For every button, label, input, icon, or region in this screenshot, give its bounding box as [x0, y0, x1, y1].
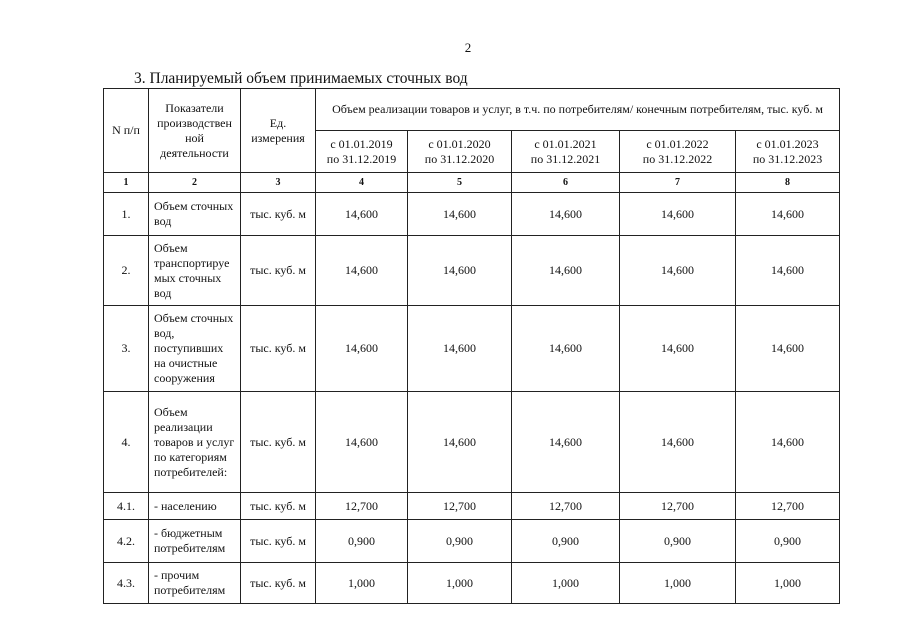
planned-wastewater-table	[103, 88, 840, 604]
period-end: по 31.12.2022	[642, 151, 713, 166]
row-value: 0,900	[408, 520, 512, 563]
row-value: 0,900	[736, 520, 840, 563]
row-value: 14,600	[512, 236, 620, 306]
row-number: 4.1.	[104, 493, 149, 520]
row-value: 14,600	[736, 392, 840, 493]
section-title: 3. Планируемый объем принимаемых сточных вод	[134, 70, 468, 87]
header-period	[736, 131, 840, 173]
row-indicator: Объем сточных вод	[149, 193, 241, 236]
header-period	[408, 131, 512, 173]
period-start: с 01.01.2022	[646, 136, 709, 151]
row-value: 14,600	[408, 306, 512, 392]
row-indicator: Объем транспортируе мых сточных вод	[149, 236, 241, 306]
row-value: 14,600	[620, 392, 736, 493]
row-value: 14,600	[512, 306, 620, 392]
table-row	[104, 563, 840, 604]
row-value: 14,600	[736, 193, 840, 236]
row-value: 14,600	[736, 236, 840, 306]
table-row	[104, 392, 840, 493]
row-value: 1,000	[620, 563, 736, 604]
row-value: 14,600	[512, 392, 620, 493]
period-start: с 01.01.2019	[330, 136, 393, 151]
header-volume-group: Объем реализации товаров и услуг, в т.ч. по потребителям/ конечным потребителям, тыс. куб. м	[316, 89, 840, 131]
row-number: 4.3.	[104, 563, 149, 604]
header-period	[316, 131, 408, 173]
row-number: 4.2.	[104, 520, 149, 563]
column-number: 3	[241, 173, 316, 193]
row-number: 4.	[104, 392, 149, 493]
row-value: 12,700	[512, 493, 620, 520]
row-value: 14,600	[620, 236, 736, 306]
column-number: 7	[620, 173, 736, 193]
column-number: 1	[104, 173, 149, 193]
header-indicator: Показатели производствен ной деятельности	[149, 89, 241, 173]
row-value: 14,600	[408, 392, 512, 493]
row-number: 3.	[104, 306, 149, 392]
period-start: с 01.01.2023	[756, 136, 819, 151]
table-row	[104, 193, 840, 236]
row-value: 12,700	[736, 493, 840, 520]
header-period	[512, 131, 620, 173]
row-unit: тыс. куб. м	[241, 493, 316, 520]
row-unit: тыс. куб. м	[241, 193, 316, 236]
row-value: 14,600	[620, 306, 736, 392]
row-value: 14,600	[408, 193, 512, 236]
row-number: 2.	[104, 236, 149, 306]
row-value: 0,900	[316, 520, 408, 563]
page-number: 2	[464, 40, 472, 55]
period-start: с 01.01.2021	[534, 136, 597, 151]
row-unit: тыс. куб. м	[241, 392, 316, 493]
header-period	[620, 131, 736, 173]
table-row	[104, 306, 840, 392]
column-number: 8	[736, 173, 840, 193]
row-indicator: Объем сточных вод, поступивших на очистные сооружения	[149, 306, 241, 392]
row-value: 12,700	[316, 493, 408, 520]
row-unit: тыс. куб. м	[241, 520, 316, 563]
header-number: N п/п	[104, 89, 149, 173]
row-value: 14,600	[316, 392, 408, 493]
row-value: 1,000	[408, 563, 512, 604]
row-value: 0,900	[620, 520, 736, 563]
column-number: 2	[149, 173, 241, 193]
row-value: 14,600	[316, 236, 408, 306]
table-row	[104, 236, 840, 306]
row-value: 14,600	[316, 306, 408, 392]
row-indicator: - бюджетным потребителям	[149, 520, 241, 563]
period-start: с 01.01.2020	[428, 136, 491, 151]
period-end: по 31.12.2020	[424, 151, 495, 166]
row-value: 14,600	[620, 193, 736, 236]
row-unit: тыс. куб. м	[241, 306, 316, 392]
row-value: 12,700	[620, 493, 736, 520]
period-end: по 31.12.2021	[530, 151, 601, 166]
header-unit: Ед. измерения	[241, 89, 316, 173]
row-value: 14,600	[408, 236, 512, 306]
table-row	[104, 493, 840, 520]
row-value: 1,000	[736, 563, 840, 604]
column-number: 4	[316, 173, 408, 193]
row-value: 1,000	[512, 563, 620, 604]
period-end: по 31.12.2019	[326, 151, 397, 166]
row-value: 12,700	[408, 493, 512, 520]
column-number-row	[104, 173, 840, 193]
row-value: 1,000	[316, 563, 408, 604]
column-number: 6	[512, 173, 620, 193]
table-row	[104, 520, 840, 563]
row-value: 14,600	[736, 306, 840, 392]
row-indicator: - прочим потребителям	[149, 563, 241, 604]
period-end: по 31.12.2023	[752, 151, 823, 166]
row-value: 0,900	[512, 520, 620, 563]
row-number: 1.	[104, 193, 149, 236]
row-indicator: Объем реализации товаров и услуг по категориям потребителей:	[149, 392, 241, 493]
row-value: 14,600	[512, 193, 620, 236]
row-value: 14,600	[316, 193, 408, 236]
row-indicator: - населению	[149, 493, 241, 520]
column-number: 5	[408, 173, 512, 193]
row-unit: тыс. куб. м	[241, 563, 316, 604]
row-unit: тыс. куб. м	[241, 236, 316, 306]
